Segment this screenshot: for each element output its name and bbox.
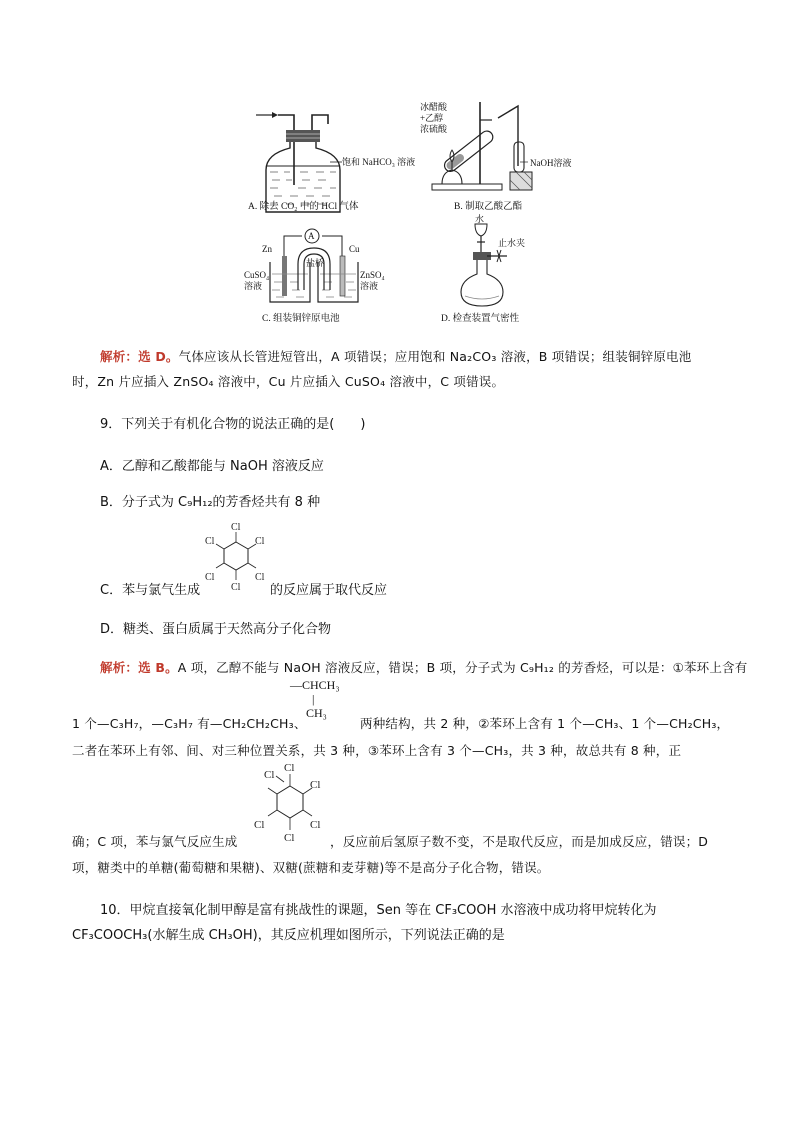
q9-analysis-text-1: A 项，乙醇不能与 NaOH 溶液反应，错误；B 项，分子式为 C₉H₁₂ 的芳香烃，可以是：①苯环上含有 xyxy=(177,660,748,675)
figure-c-caption: C. 组装铜锌原电池 xyxy=(262,314,340,324)
q9-option-d: D．糖类、蛋白质属于天然高分子化合物 xyxy=(100,622,332,637)
q9-option-c-pre: C．苯与氯气生成 xyxy=(100,583,201,598)
hexachlorocyclohexane-structure-option-c xyxy=(203,520,269,592)
q10-stem-line-1: 10．甲烷直接氧化制甲醇是富有挑战性的课题，Sen 等在 CF₃COOH 水溶液中成功将甲烷转化为 xyxy=(100,903,657,918)
cl-label: Cl xyxy=(205,536,215,547)
q9-analysis-line-5: 项，糖类中的单糖(葡萄糖和果糖)、双糖(蔗糖和麦芽糖)等不是高分子化合物，错误。 xyxy=(72,860,550,875)
q8-analysis-label: 解析： xyxy=(100,349,139,364)
figure-b-reagent-3: 浓硫酸 xyxy=(420,124,448,134)
q9-option-b: B．分子式为 C₉H₁₂的芳香烃共有 8 种 xyxy=(100,495,321,510)
isopropyl-bottom: CH₃ xyxy=(306,706,327,720)
figure-c-solution-left: 溶液 xyxy=(244,281,263,291)
q9-analysis-line-4-post: ，反应前后氢原子数不变，不是取代反应，而是加成反应，错误；D xyxy=(330,834,709,849)
q9-option-c-post: 的反应属于取代反应 xyxy=(270,583,388,598)
cl-label: Cl xyxy=(231,522,241,533)
figure-c-solution-right: 溶液 xyxy=(360,281,379,291)
cl-label: Cl xyxy=(205,572,215,583)
figure-a-caption: A. 除去 CO₂ 中的 HCl 气体 xyxy=(248,202,359,212)
cl-label: Cl xyxy=(231,582,241,592)
figure-d-caption: D. 检查装置气密性 xyxy=(441,314,520,324)
q8-analysis-text-1: 气体应该从长管进短管出，A 项错误；应用饱和 Na₂CO₃ 溶液，B 项错误；组装铜锌原电池 xyxy=(178,349,692,364)
cl-label: Cl xyxy=(310,819,321,831)
q9-analysis-line-4-pre: 确；C 项，苯与氯气反应生成 xyxy=(72,834,238,849)
figure-c-ammeter-label: A xyxy=(308,231,315,241)
cl-label: Cl xyxy=(284,762,295,774)
figure-b-reagents-label xyxy=(420,102,447,135)
figure-b-reagent-2: +乙醇 xyxy=(420,113,444,123)
isopropyl-top: —CHCH₃ xyxy=(290,678,340,692)
figure-c-cuso4-label xyxy=(244,270,269,292)
figure-d-clamp-label: 止水夹 xyxy=(498,238,526,248)
figure-d-water-label: 水 xyxy=(475,214,485,224)
figure-c-cuso4: CuSO₄ xyxy=(244,270,270,280)
figure-c-znso4: ZnSO₄ xyxy=(360,270,385,280)
q9-stem: 9．下列关于有机化合物的说法正确的是( ) xyxy=(100,417,366,432)
isopropyl-structure: —CHCH₃ | CH₃ xyxy=(290,678,340,720)
cl-label: Cl xyxy=(254,819,265,831)
hexachlorocyclohexane-structure-analysis xyxy=(252,758,328,844)
q9-analysis-line-1 xyxy=(100,658,747,676)
cl-label: Cl xyxy=(255,572,265,583)
q9-analysis-line-2-post: 两种结构，共 2 种，②苯环上含有 1 个—CH₃、1 个—CH₂CH₃， xyxy=(360,716,730,731)
q8-analysis-line-1 xyxy=(100,347,691,365)
figure-c-cu-label: Cu xyxy=(349,244,360,254)
q10-stem-line-2: CF₃COOCH₃(水解生成 CH₃OH)，其反应机理如图所示，下列说法正确的是 xyxy=(72,928,505,943)
figure-b-reagent-1: 冰醋酸 xyxy=(420,102,448,112)
q9-analysis-line-3: 二者在苯环上有邻、间、对三种位置关系，共 3 种，③苯环上含有 3 个—CH₃，共 3 种，故总共有 8 种，正 xyxy=(72,743,682,758)
q8-analysis-line-2: 时，Zn 片应插入 ZnSO₄ 溶液中，Cu 片应插入 CuSO₄ 溶液中，C 项错误。 xyxy=(72,374,505,389)
figure-c-znso4-label xyxy=(360,270,385,292)
figure-c-bridge-label: 盐桥 xyxy=(306,258,325,268)
q9-analysis-line-2-pre: 1 个—C₃H₇，—C₃H₇ 有—CH₂CH₂CH₃、 xyxy=(72,716,307,731)
figure-d-airtightness-check xyxy=(455,212,535,308)
cl-label: Cl xyxy=(255,536,265,547)
figure-b-caption: B. 制取乙酸乙酯 xyxy=(454,202,523,212)
q9-analysis-label: 解析： xyxy=(100,660,139,675)
figure-a-solution-label: 饱和 NaHCO₃ 溶液 xyxy=(342,157,416,167)
q8-choice: 选 D。 xyxy=(138,349,179,364)
figure-b-naoh-label: NaOH溶液 xyxy=(530,158,572,168)
cl-label: Cl xyxy=(284,832,295,844)
q9-choice: 选 B。 xyxy=(138,660,178,675)
q9-option-a: A．乙醇和乙酸都能与 NaOH 溶液反应 xyxy=(100,459,324,474)
cl-label: Cl xyxy=(310,779,321,791)
cl-label: Cl xyxy=(264,769,275,781)
figure-c-zn-label: Zn xyxy=(262,244,272,254)
